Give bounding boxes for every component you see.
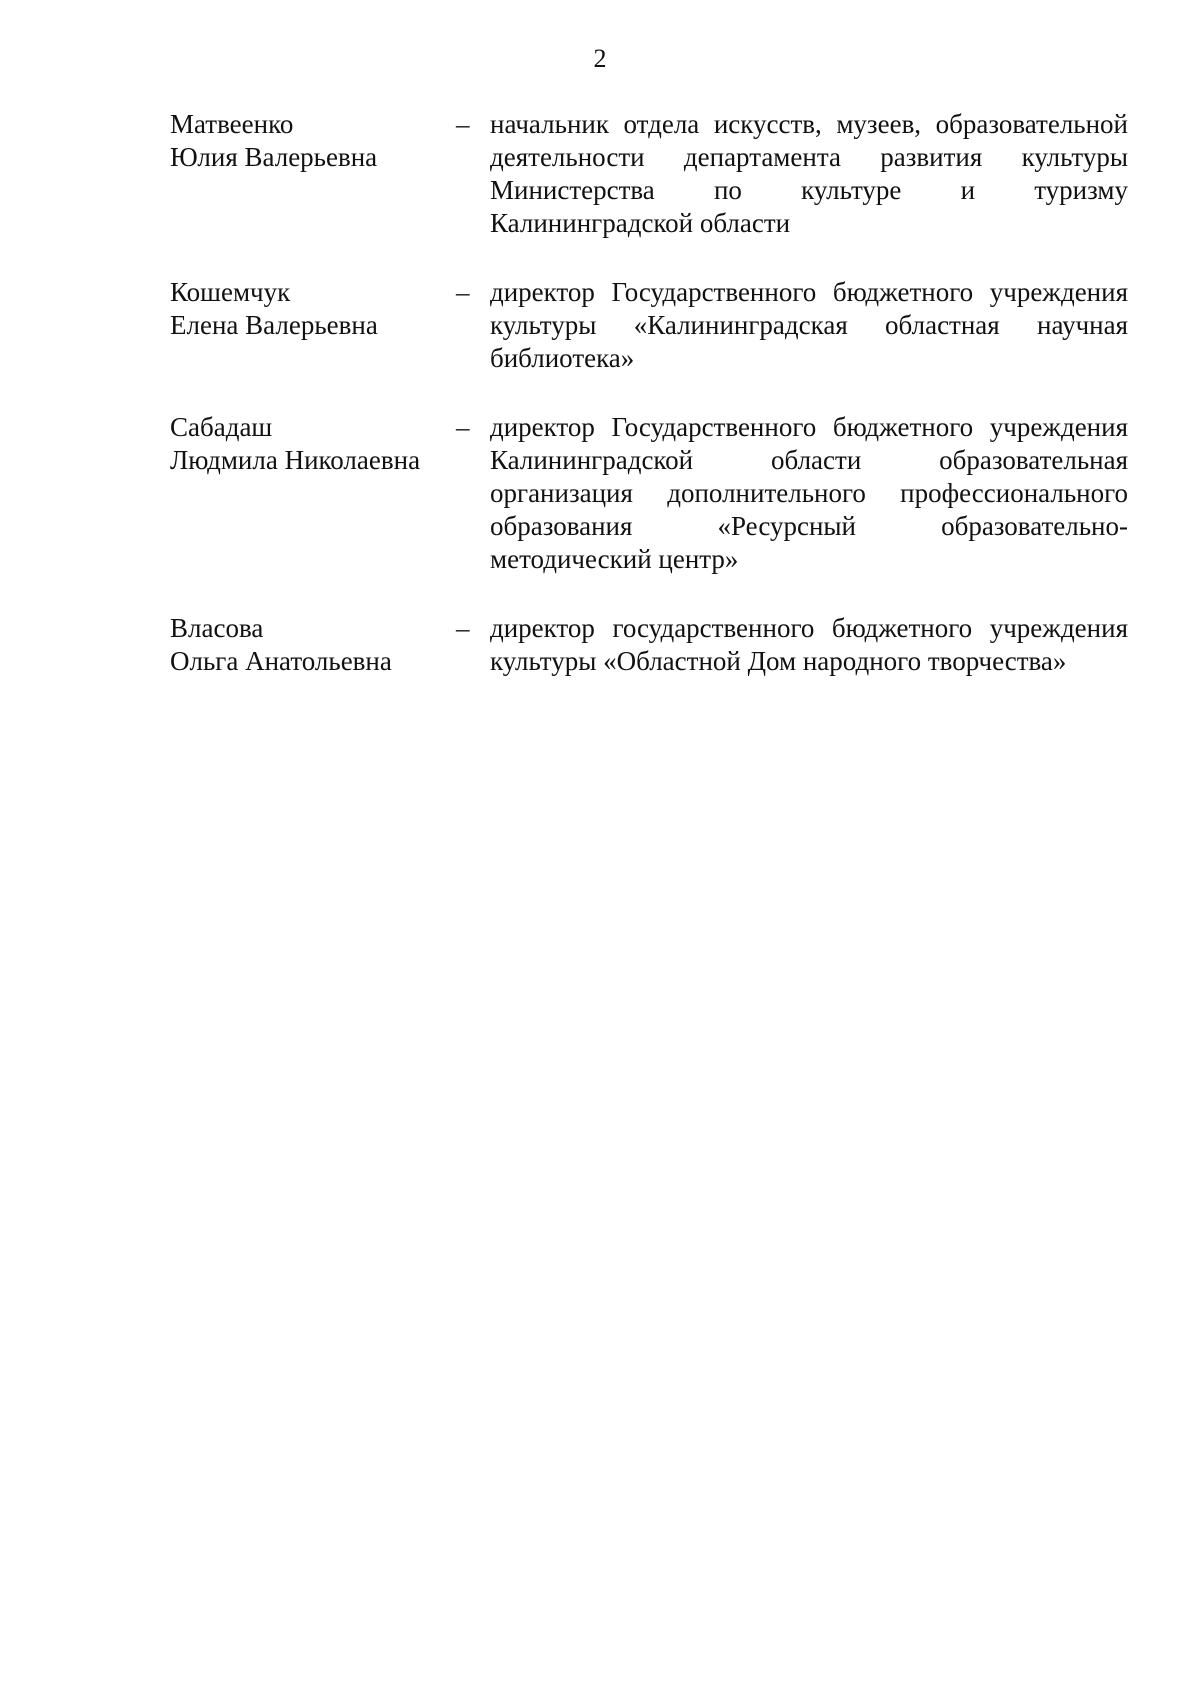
member-surname: Кошемчук	[170, 277, 291, 307]
member-name	[170, 276, 456, 342]
member-given-names: Юлия Валерьевна	[170, 142, 378, 172]
dash-separator: –	[456, 613, 470, 643]
member-given-names: Людмила Николаевна	[170, 445, 421, 475]
member-surname: Власова	[170, 613, 264, 643]
member-name	[170, 108, 456, 174]
dash-separator: –	[456, 412, 470, 442]
member-entry	[170, 108, 1128, 240]
dash-separator: –	[456, 277, 470, 307]
member-entry	[170, 411, 1128, 576]
member-given-names: Ольга Анатольевна	[170, 646, 392, 676]
member-surname: Матвеенко	[170, 109, 294, 139]
dash-separator: –	[456, 109, 470, 139]
member-position: директор Государственного бюджетного учреждения Калининградской области образовательная организация дополнительного профессионального образования «Ресурсный образовательно-методический центр»	[490, 412, 1128, 574]
member-entry	[170, 612, 1128, 678]
member-entry	[170, 276, 1128, 375]
member-given-names: Елена Валерьевна	[170, 310, 378, 340]
member-position: директор Государственного бюджетного учреждения культуры «Калининградская областная научная библиотека»	[490, 277, 1128, 373]
member-name	[170, 411, 456, 477]
member-position: начальник отдела искусств, музеев, образовательной деятельности департамента развития культуры Министерства по культуре и туризму Калининградской области	[490, 109, 1128, 238]
member-position: директор государственного бюджетного учреждения культуры «Областной Дом народного творчества»	[490, 613, 1128, 676]
member-name	[170, 612, 456, 678]
page-number: 2	[593, 44, 607, 73]
member-surname: Сабадаш	[170, 412, 273, 442]
member-list	[170, 108, 1128, 714]
